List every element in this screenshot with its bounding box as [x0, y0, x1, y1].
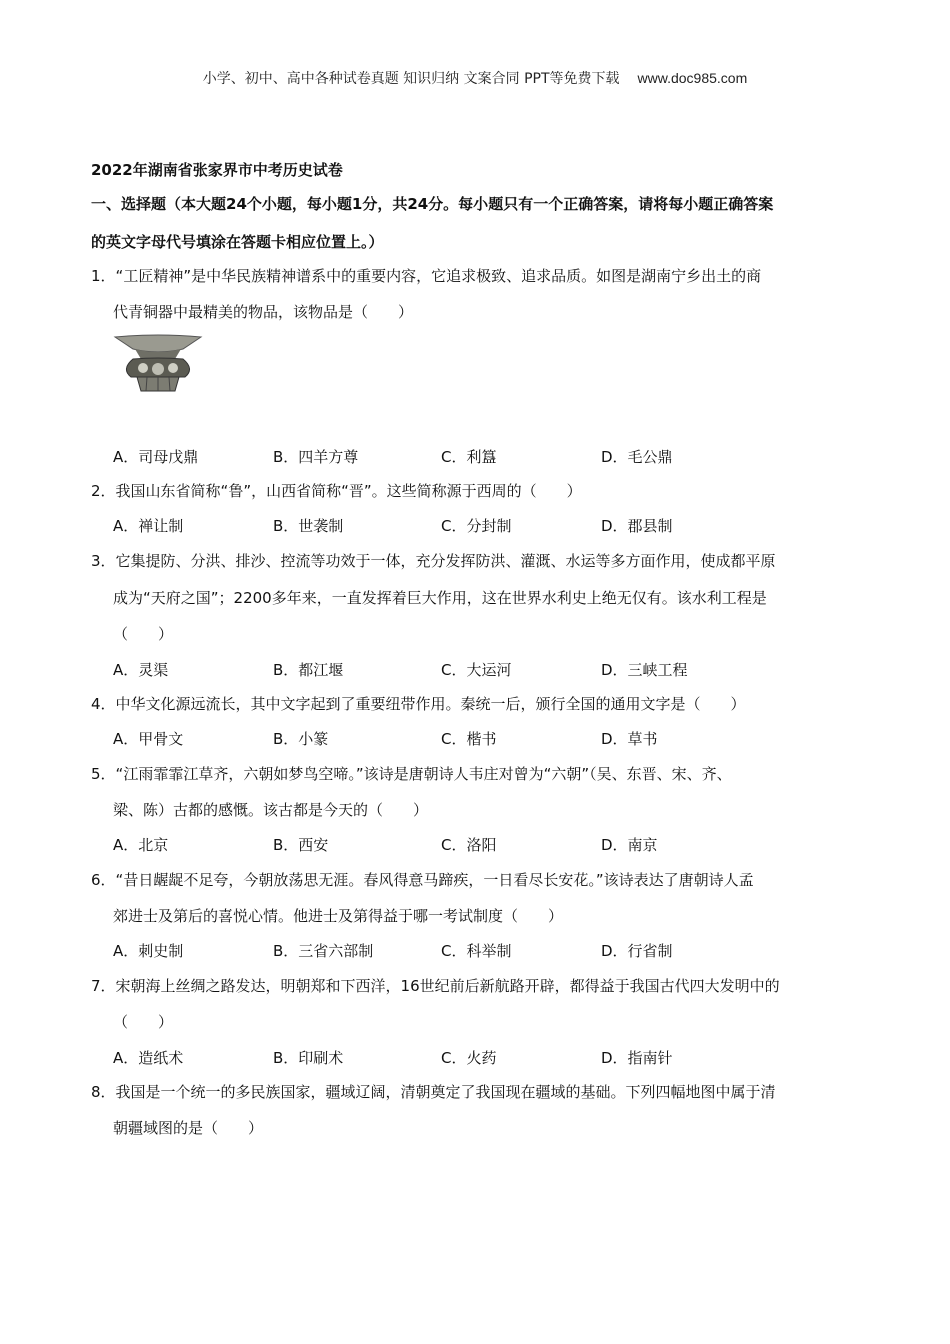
question-6-line1: 6．“昔日龌龊不足夸，今朝放荡思无涯。春风得意马蹄疾，一日看尽长安花。”该诗表达了唐朝诗人孟	[91, 871, 754, 889]
option-b[interactable]: B．印刷术	[273, 1049, 344, 1067]
option-a[interactable]: A．刺史制	[113, 942, 184, 960]
question-5-line2: 梁、陈）古都的感慨。该古都是今天的（ ）	[113, 801, 429, 819]
exam-title: 2022年湖南省张家界市中考历史试卷	[91, 161, 343, 179]
option-d[interactable]: D．指南针	[601, 1049, 673, 1067]
option-d[interactable]: D．毛公鼎	[601, 448, 673, 466]
option-d[interactable]: D．行省制	[601, 942, 673, 960]
page-header	[0, 68, 950, 88]
option-b[interactable]: B．都江堰	[273, 661, 344, 679]
option-a[interactable]: A．司母戊鼎	[113, 448, 199, 466]
option-b[interactable]: B．三省六部制	[273, 942, 374, 960]
option-d[interactable]: D．郡县制	[601, 517, 673, 535]
option-b[interactable]: B．西安	[273, 836, 329, 854]
option-c[interactable]: C．科举制	[441, 942, 512, 960]
option-a[interactable]: A．甲骨文	[113, 730, 184, 748]
option-b[interactable]: B．小篆	[273, 730, 329, 748]
question-4-line1: 4．中华文化源远流长，其中文字起到了重要纽带作用。秦统一后，颁行全国的通用文字是（ ）	[91, 695, 746, 713]
section-heading-line2: 的英文字母代号填涂在答题卡相应位置上。）	[91, 233, 384, 251]
question-2-line1: 2．我国山东省简称“鲁”，山西省简称“晋”。这些简称源于西周的（ ）	[91, 482, 582, 500]
question-3-line3: （ ）	[113, 625, 174, 643]
question-8-line1: 8．我国是一个统一的多民族国家，疆域辽阔，清朝奠定了我国现在疆域的基础。下列四幅地图中属于清	[91, 1083, 776, 1101]
question-1-line2: 代青铜器中最精美的物品，该物品是（ ）	[113, 303, 414, 321]
question-7-line1: 7．宋朝海上丝绸之路发达，明朝郑和下西洋，16世纪前后新航路开辟，都得益于我国古代四大发明中的	[91, 977, 780, 995]
option-c[interactable]: C．分封制	[441, 517, 512, 535]
header-site[interactable]: www.doc985.com	[637, 70, 748, 86]
option-b[interactable]: B．四羊方尊	[273, 448, 359, 466]
question-6-line2: 郊进士及第后的喜悦心情。他进士及第得益于哪一考试制度（ ）	[113, 907, 564, 925]
option-c[interactable]: C．洛阳	[441, 836, 497, 854]
option-c[interactable]: C．大运河	[441, 661, 512, 679]
question-7-line2: （ ）	[113, 1013, 174, 1031]
option-c[interactable]: C．楷书	[441, 730, 497, 748]
question-3-line2: 成为“天府之国”；2200多年来，一直发挥着巨大作用，这在世界水利史上绝无仅有。该水利工程是	[113, 589, 767, 607]
option-d[interactable]: D．南京	[601, 836, 658, 854]
option-b[interactable]: B．世袭制	[273, 517, 344, 535]
option-a[interactable]: A．灵渠	[113, 661, 169, 679]
question-3-line1: 3．它集提防、分洪、排沙、控流等功效于一体，充分发挥防洪、灌溉、水运等多方面作用，使成都平原	[91, 552, 776, 570]
bronze-zun-vessel-image	[113, 333, 203, 395]
option-c[interactable]: C．利簋	[441, 448, 497, 466]
option-a[interactable]: A．造纸术	[113, 1049, 184, 1067]
option-d[interactable]: D．草书	[601, 730, 658, 748]
header-text: 小学、初中、高中各种试卷真题 知识归纳 文案合同 PPT等免费下载	[202, 71, 620, 87]
question-8-line2: 朝疆域图的是（ ）	[113, 1119, 264, 1137]
question-1-line1: 1．“工匠精神”是中华民族精神谱系中的重要内容，它追求极致、追求品质。如图是湖南宁乡出土的商	[91, 267, 762, 285]
option-d[interactable]: D．三峡工程	[601, 661, 688, 679]
option-a[interactable]: A．北京	[113, 836, 169, 854]
question-5-line1: 5．“江雨霏霏江草齐，六朝如梦鸟空啼。”该诗是唐朝诗人韦庄对曾为“六朝”（吴、东晋、宋、齐、	[91, 765, 732, 783]
option-a[interactable]: A．禅让制	[113, 517, 184, 535]
option-c[interactable]: C．火药	[441, 1049, 497, 1067]
section-heading-line1: 一、选择题（本大题24个小题，每小题1分，共24分。每小题只有一个正确答案，请将每小题正确答案	[91, 195, 774, 213]
